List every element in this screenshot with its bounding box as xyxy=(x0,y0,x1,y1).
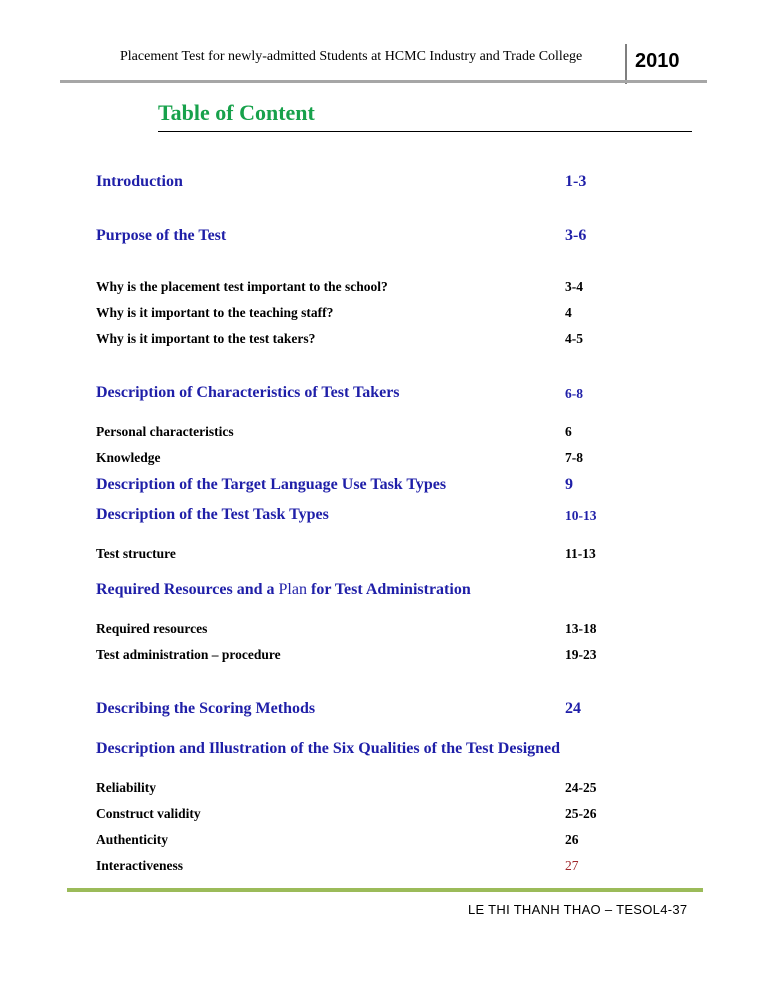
toc-entry[interactable] xyxy=(96,476,656,498)
toc-entry-title: Reliability xyxy=(96,780,156,795)
toc-subentry[interactable] xyxy=(96,647,656,669)
toc-entry[interactable] xyxy=(96,173,656,195)
toc-entry-title: Interactiveness xyxy=(96,858,183,873)
toc-entry-pages: 13-18 xyxy=(565,621,597,636)
toc-subentry[interactable] xyxy=(96,858,656,880)
toc-entry-pages: 6 xyxy=(565,424,572,439)
toc-entry-pages: 24 xyxy=(565,700,581,717)
toc-entry-title-part: Plan xyxy=(278,581,307,598)
toc-entry-title: Description of the Target Language Use Task Types xyxy=(96,476,447,493)
toc-entry-title: Personal characteristics xyxy=(96,424,234,439)
toc-entry-title: Why is it important to the teaching staff? xyxy=(96,305,334,320)
toc-entry-title: Why is the placement test important to the school? xyxy=(96,279,388,294)
toc-entry[interactable] xyxy=(96,740,656,762)
header-title: Placement Test for newly-admitted Students at HCMC Industry and Trade College xyxy=(120,49,583,64)
toc-heading: Table of Content xyxy=(158,100,315,125)
toc-entry-title: Test structure xyxy=(96,546,176,561)
toc-entry-title: Introduction xyxy=(96,173,183,190)
toc-entry-pages: 7-8 xyxy=(565,450,583,465)
header-divider xyxy=(625,44,627,84)
toc-subentry[interactable] xyxy=(96,305,656,327)
toc-subentry[interactable] xyxy=(96,780,656,802)
toc-entry-pages: 6-8 xyxy=(565,386,583,401)
toc-subentry[interactable] xyxy=(96,331,656,353)
footer-rule xyxy=(67,888,703,892)
toc-entry-pages: 1-3 xyxy=(565,173,587,190)
toc-entry-title: Why is it important to the test takers? xyxy=(96,331,316,346)
toc-entry-title: Describing the Scoring Methods xyxy=(96,700,316,717)
toc-entry-pages: 24-25 xyxy=(565,780,597,795)
header-rule xyxy=(60,80,707,83)
toc-entry-title xyxy=(96,581,471,599)
toc-entry-title: Authenticity xyxy=(96,832,168,847)
toc-entry-title: Knowledge xyxy=(96,450,161,465)
toc-entry-pages: 25-26 xyxy=(565,806,597,821)
toc-subentry[interactable] xyxy=(96,279,656,301)
toc-entry-title-part: Required Resources and a xyxy=(96,581,279,598)
toc-subentry[interactable] xyxy=(96,832,656,854)
toc-entry-title-part: for Test Administration xyxy=(306,581,471,598)
toc-entry[interactable] xyxy=(96,227,656,249)
toc-subentry[interactable] xyxy=(96,621,656,643)
toc-subentry[interactable] xyxy=(96,424,656,446)
footer-author: LE THI THANH THAO – TESOL4-37 xyxy=(468,902,688,917)
toc-entry-pages: 10-13 xyxy=(565,508,597,523)
toc-entry-title: Description of Characteristics of Test Takers xyxy=(96,384,400,401)
toc-entry[interactable] xyxy=(96,506,656,528)
toc-subentry[interactable] xyxy=(96,806,656,828)
toc-entry[interactable] xyxy=(96,581,656,603)
toc-entry[interactable] xyxy=(96,384,656,406)
toc-entry-pages: 3-4 xyxy=(565,279,583,294)
header-year: 2010 xyxy=(635,50,680,72)
toc-entry-pages: 9 xyxy=(565,476,573,493)
toc-entry-pages: 4-5 xyxy=(565,331,583,346)
toc-entry-title: Test administration – procedure xyxy=(96,647,281,662)
toc-entry-title: Purpose of the Test xyxy=(96,227,227,244)
toc-entry-pages: 27 xyxy=(565,858,579,873)
toc-subentry[interactable] xyxy=(96,450,656,472)
toc-entry-pages: 3-6 xyxy=(565,227,587,244)
toc-entry-pages: 19-23 xyxy=(565,647,597,662)
toc-entry-pages: 11-13 xyxy=(565,546,596,561)
toc-heading-rule xyxy=(158,131,692,132)
toc-entry-title: Description and Illustration of the Six Qualities of the Test Designed xyxy=(96,740,561,757)
toc-entry-pages: 4 xyxy=(565,305,572,320)
toc-entry-title: Description of the Test Task Types xyxy=(96,506,329,523)
toc-entry-title: Construct validity xyxy=(96,806,201,821)
toc-entry[interactable] xyxy=(96,700,656,722)
toc-subentry[interactable] xyxy=(96,546,656,568)
toc-entry-pages: 26 xyxy=(565,832,579,847)
toc-entry-title: Required resources xyxy=(96,621,208,636)
